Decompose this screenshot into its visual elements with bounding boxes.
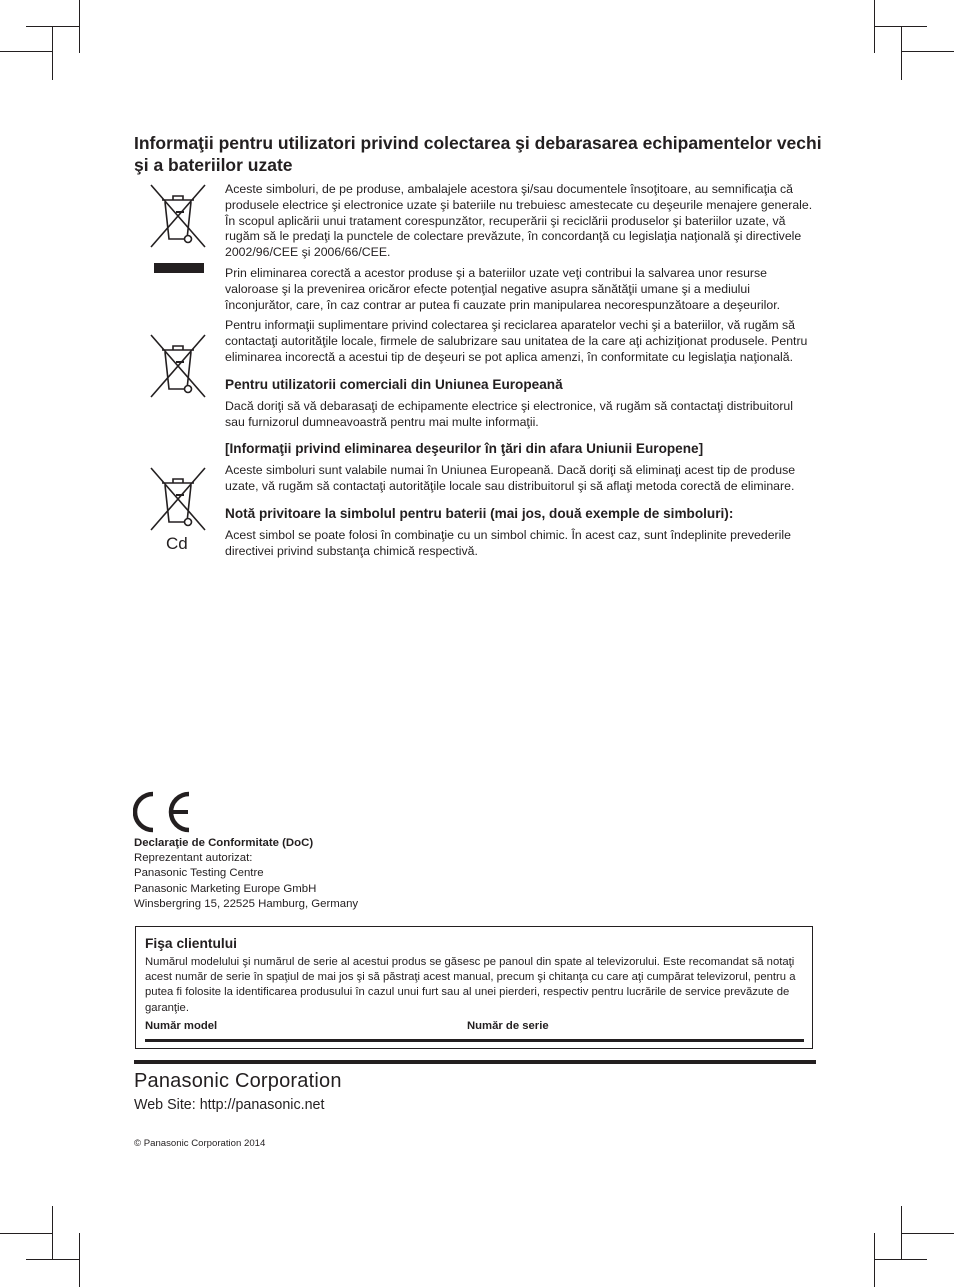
section-heading: [Informaţii privind eliminarea deşeurilor în ţări din afara Uniunii Europene]: [225, 441, 704, 457]
section-heading: Pentru utilizatorii comerciali din Uniunea Europeană: [225, 376, 563, 392]
crop-mark: [79, 1233, 80, 1287]
crop-mark: [52, 1206, 53, 1260]
crop-mark: [874, 0, 875, 53]
doc-line: Winsbergring 15, 22525 Hamburg, Germany: [134, 897, 359, 910]
crop-mark: [874, 1233, 875, 1287]
paragraph: Prin eliminarea corectă a acestor produse şi a bateriilor uzate veţi contribui la salvarea unor resurse valoroase şi la prevenirea oricăror efecte potenţial negative asupra sănătăţii umane şi a mediului înconjurător, care, în caz contrar ar putea fi cauzate prin manipularea necorespunzătoare a deşeurilor.: [225, 265, 781, 312]
website-text: Web Site: http://panasonic.net: [134, 1097, 325, 1113]
crop-mark: [901, 1206, 902, 1260]
declaration-of-conformity: [134, 836, 358, 912]
main-text: [225, 182, 815, 565]
paragraph: Aceste simboluri, de pe produse, ambalajele acestora şi/sau documentele însoţitoare, au semnificaţia că produsele electrice şi electronice uzate şi bateriile nu trebuiesc amestecate cu deşeurile menajere generale.: [225, 182, 813, 212]
copyright: © Panasonic Corporation 2014: [134, 1138, 266, 1149]
crop-mark: [52, 26, 53, 80]
ce-mark-icon: [133, 791, 193, 833]
doc-line: Panasonic Marketing Europe GmbH: [134, 882, 317, 895]
crossed-bin-cd-icon: [148, 466, 208, 554]
card-text: Numărul modelului şi numărul de serie al acestui produs se găsesc pe panoul din spate al televizorului. Este recomandat să notaţi acest număr de serie în spaţiul de mai jos şi să păstraţi acest manual, precum şi chitanţa cu care aţi cumpărat televizorul, pentru a putea fi folosite la identificarea produsului în cazul unui furt sau al unei pierderi, respectiv pentru lucrările de service prevăzute de garanţie.: [145, 956, 796, 1014]
paragraph: Aceste simboluri sunt valabile numai în Uniunea Europeană. Dacă doriţi să eliminaţi acest tip de produse uzate, vă rugăm să contactaţi autorităţile locale sau distribuitorul şi să aflaţi metoda corectă de eliminare.: [225, 463, 796, 494]
crop-mark: [0, 1233, 52, 1234]
serial-number-label: Număr de serie: [467, 1020, 549, 1032]
company-logo: Panasonic Corporation: [134, 1070, 342, 1092]
crop-mark: [902, 1233, 954, 1234]
divider: [134, 1060, 816, 1064]
model-number-label: Număr model: [145, 1020, 218, 1032]
crop-mark: [79, 0, 80, 53]
paragraph: În scopul aplicării unui tratament corespunzător, recuperării şi reciclării produselor şi bateriilor uzate, vă rugăm să le predaţi la punctele de colectare prevăzute, în concordanţă cu legislaţia naţională şi directivele 2002/96/CEE şi 2006/66/CEE.: [225, 213, 802, 260]
paragraph: Dacă doriţi să vă debarasaţi de echipamente electrice şi electronice, vă rugăm să contactaţi distribuitorul sau furnizorul dumneavoastră pentru mai multe informaţii.: [225, 398, 793, 429]
crossed-bin-bar-icon: [148, 183, 208, 275]
page-title: Informaţii pentru utilizatori privind colectarea şi debarasarea echipamentelor vechi şi a bateriilor uzate: [134, 133, 822, 175]
crop-mark: [0, 51, 52, 52]
section-heading: Notă privitoare la simbolul pentru baterii (mai jos, două exemple de simboluri):: [225, 505, 734, 521]
crossed-bin-icon: [148, 333, 208, 401]
paragraph: Acest simbol se poate folosi în combinaţie cu un simbol chimic. În acest caz, sunt îndeplinite prevederile directivei privind substanţa chimică respectivă.: [225, 527, 791, 558]
doc-line: Panasonic Testing Centre: [134, 867, 264, 880]
write-in-line[interactable]: [145, 1039, 804, 1042]
card-title: Fişa clientului: [145, 936, 237, 951]
crop-mark: [902, 51, 954, 52]
cd-label: Cd: [166, 534, 188, 553]
customer-record-card: [135, 926, 813, 1049]
doc-title: Declaraţie de Conformitate (DoC): [134, 837, 314, 849]
crop-mark: [901, 26, 902, 80]
doc-line: Reprezentant autorizat:: [134, 852, 253, 865]
paragraph: Pentru informaţii suplimentare privind colectarea şi reciclarea aparatelor vechi şi a bateriilor, vă rugăm să contactaţi autorităţile locale, firmele de salubrizare sau unitatea de la care aţi achiziţionat produsele. Pentru eliminarea incorectă a acestui tip de deşeuri se pot aplica amenzi, în conformitate cu legislaţia naţională.: [225, 318, 808, 364]
